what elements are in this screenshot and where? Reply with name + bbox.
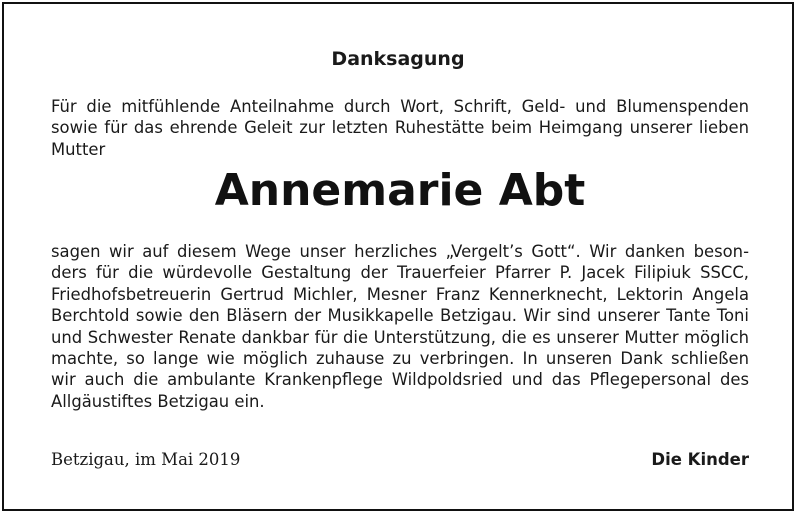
intro-line: Für die mitfühlende Anteilnahme durch Wort, Schrift, Geld- und Blumenspenden (51, 97, 749, 116)
body-paragraph (51, 241, 749, 412)
intro-line: sowie für das ehrende Geleit zur letzten Ruhestätte beim Heimgang unserer lieben (51, 118, 749, 138)
notice-heading: Danksagung (331, 48, 465, 70)
body-line: Friedhofsbetreuerin Gertrud Michler, Mesner Franz Kennerknecht, Lektorin Angela (51, 284, 749, 304)
place-date: Betzigau, im Mai 2019 (51, 450, 241, 469)
body-line: wir auch die ambulante Krankenpflege Wildpoldsried und das Pflegepersonal des (51, 370, 749, 390)
body-line: ders für die würdevolle Gestaltung der Trauerfeier Pfarrer P. Jacek Filipiuk SSCC, (51, 263, 749, 283)
intro-paragraph (51, 96, 749, 160)
body-line: machte, so lange wie möglich zuhause zu verbringen. In unseren Dank schließen (51, 349, 749, 369)
deceased-name: Annemarie Abt (214, 165, 586, 216)
body-line: Berchtold sowie den Bläsern der Musikkapelle Betzigau. Wir sind unserer Tante Toni (51, 306, 749, 326)
body-line: Allgäustiftes Betzigau ein. (51, 391, 265, 411)
body-line: und Schwester Renate dankbar für die Unterstützung, die es unserer Mutter möglich (51, 327, 749, 347)
signature: Die Kinder (651, 450, 749, 469)
intro-line: Mutter (51, 139, 106, 159)
body-line: sagen wir auf diesem Wege unser herzliches „Vergelt’s Gott“. Wir danken beson- (51, 242, 749, 261)
